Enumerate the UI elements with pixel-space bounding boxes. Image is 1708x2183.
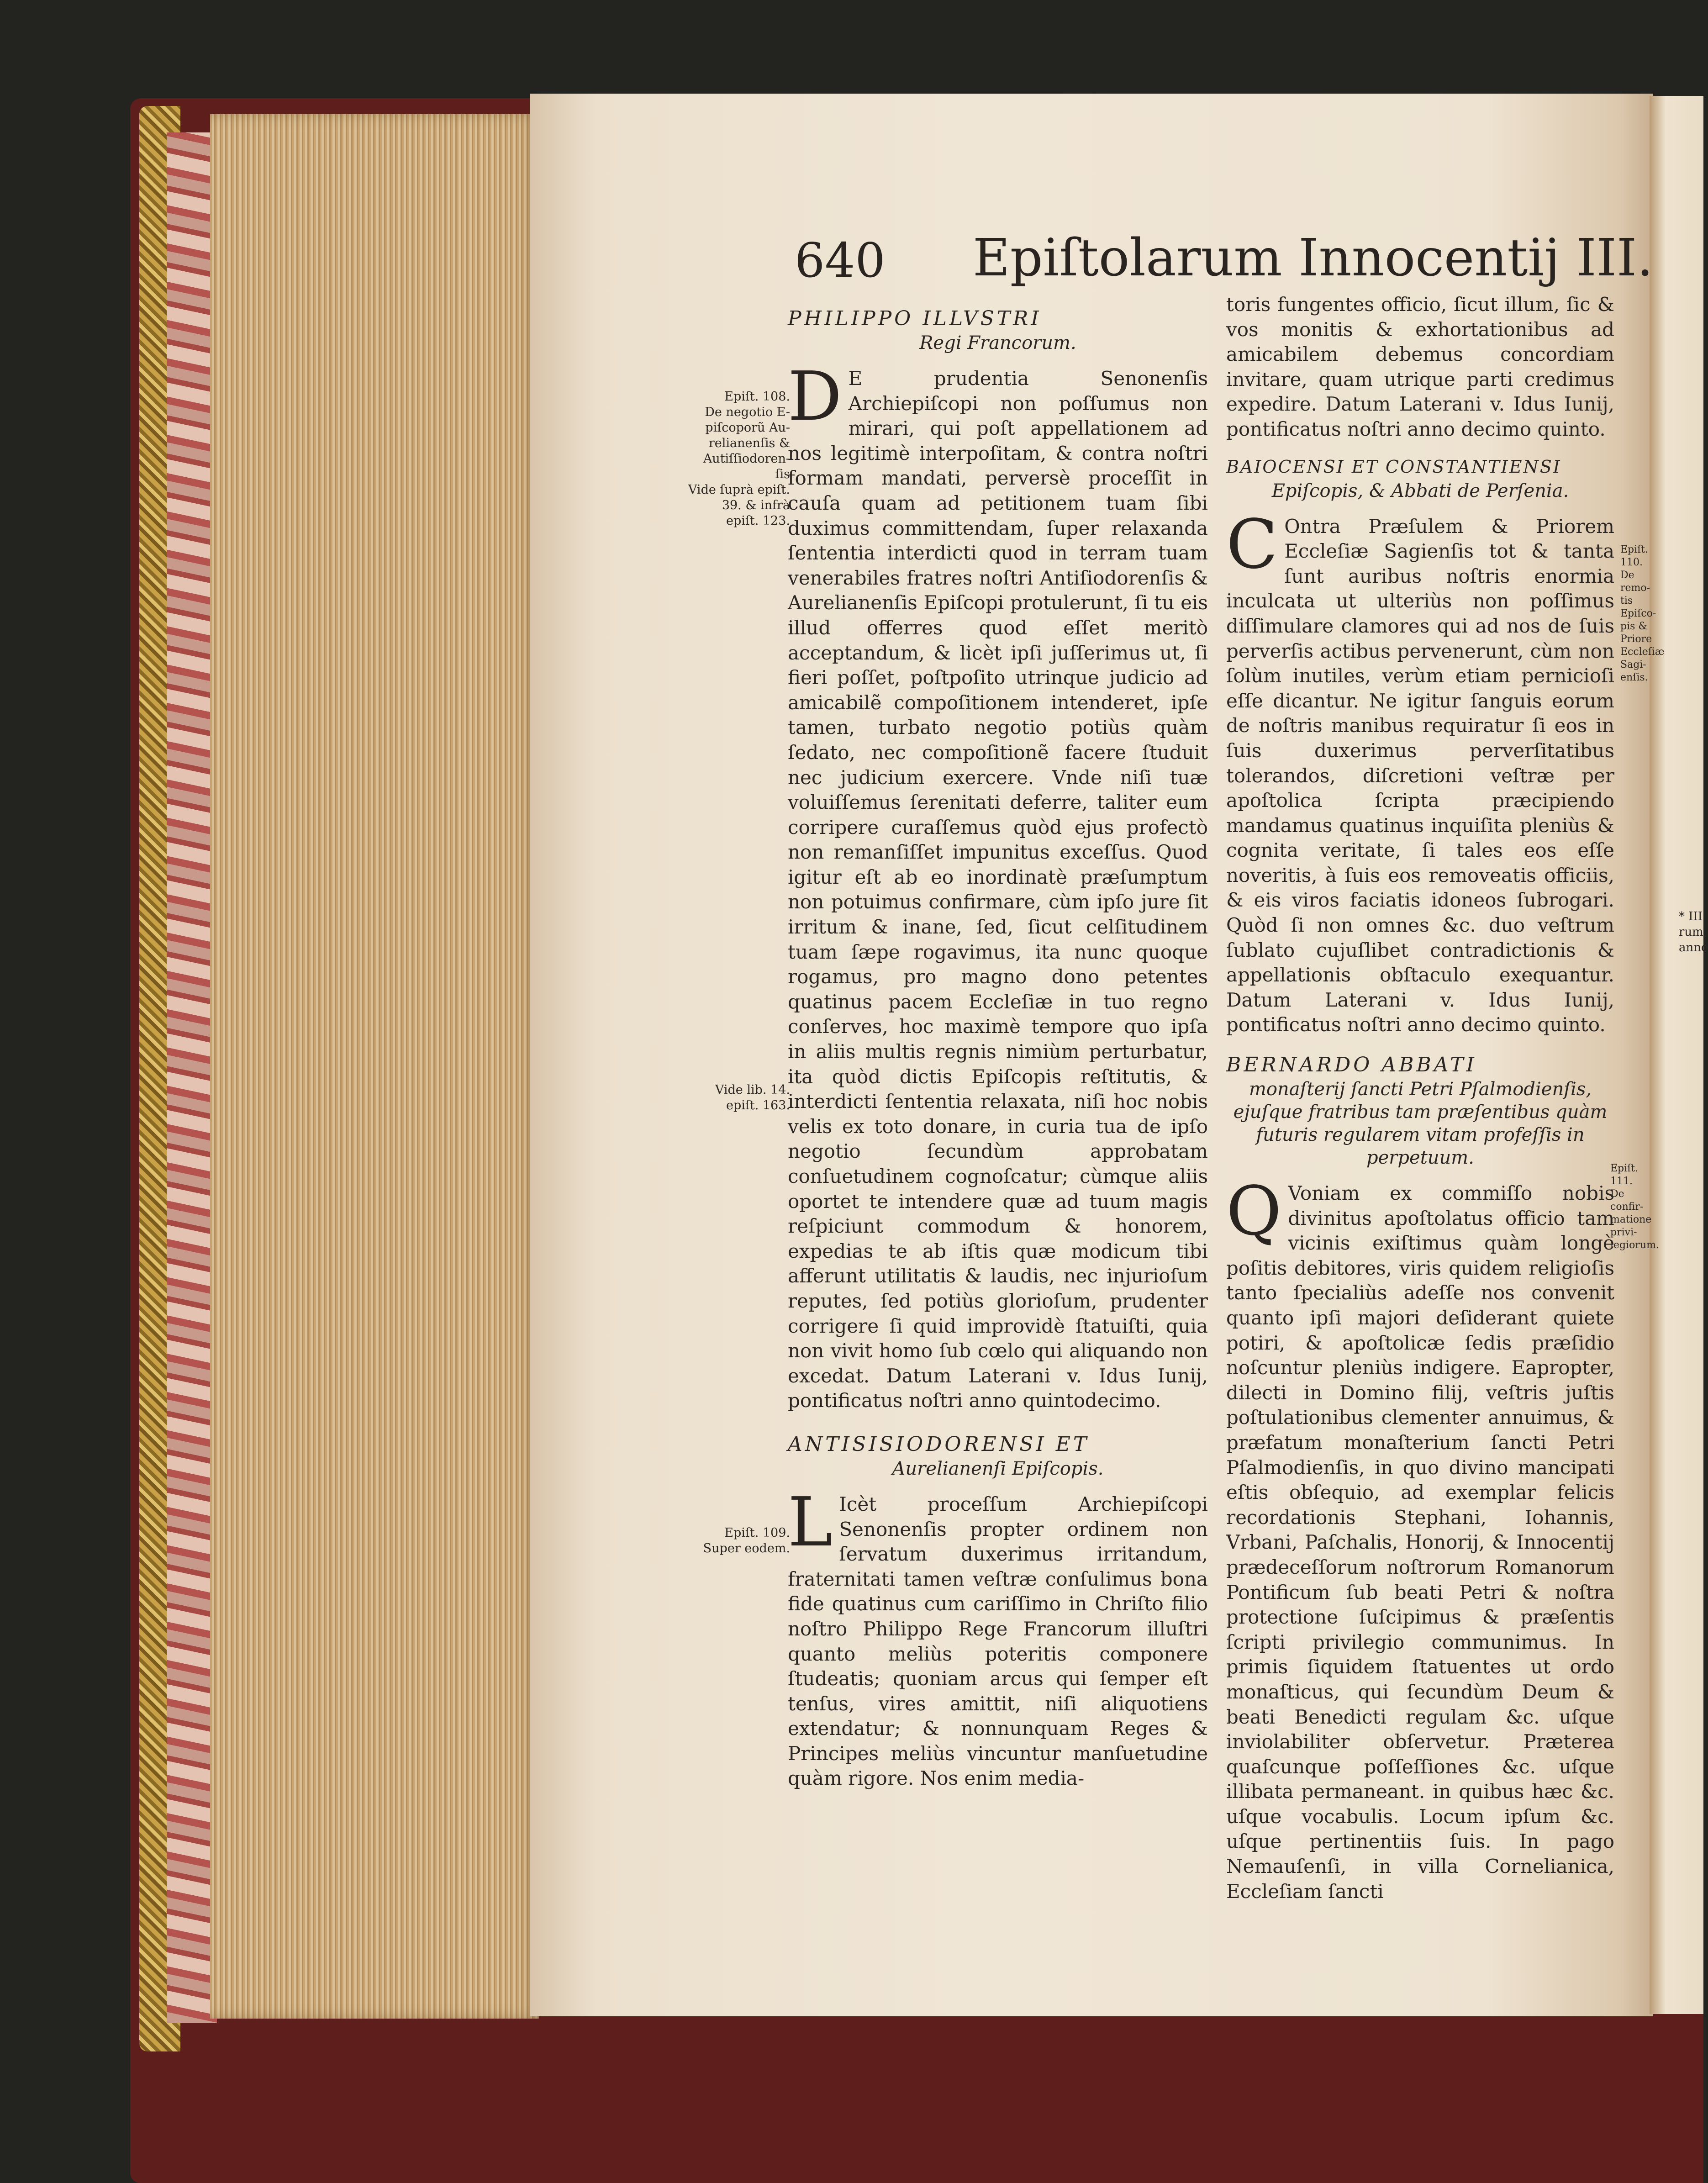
letter-3-heading: BAIOCENSI ET CONSTANTIENSI [1226, 456, 1561, 477]
letter-3-body [1226, 505, 1614, 1038]
margin-note-right-2: Epiſt. 111. De confir- matione privi- legiorum. [1610, 1163, 1659, 1251]
letter-3-subheading: Epiſcopis, & Abbati de Perſenia. [1271, 480, 1569, 501]
marbled-endpaper [167, 132, 217, 2023]
letter-4-heading: BERNARDO ABBATI [1226, 1053, 1477, 1077]
letter-3-initial: C [1226, 505, 1278, 584]
letter-1-subheading: Regi Francorum. [919, 332, 1076, 353]
next-page-margin-note: * III rum anne [1679, 910, 1708, 954]
right-continuation-text: toris fungentes officio, ſicut illum, ſic & vos monitis & exhortationibus ad amicabilem debemus concordiam invitare, quam utrique parti credimus expedire. Datum Laterani v. Idus Iunij, pontificatus noſtri anno decimo quinto. [1226, 293, 1614, 440]
letter-1-initial: D [788, 357, 842, 436]
letter-2-text: Icèt proceſſum Archiepiſcopi Senonenſis propter ordinem non ſervatum duxerimus irritandum, fraternitati tamen veſtræ conſulimus bona fide quatinus cum cariſſimo in Chriſto filio noſtro Philippo Rege Francorum illuſtri quanto meliùs poteritis componere ſtudeatis; quoniam arcus qui ſemper eſt tenſus, vires amittit, niſi aliquotiens extendatur; & nonnunquam Reges & Principes meliùs vincuntur manſuetudine quàm rigore. Nos enim media- [788, 1492, 1208, 1790]
letter-1-text: E prudentia Senonenſis Archiepiſcopi non poſſumus non mirari, qui poſt appellationem ad nos legitimè interpoſitam, & contra noſtri formam mandati, perversè proceſſit in cauſa quam ad petitionem tuam ſibi duximus committendam, ſuper relaxanda ſententia interdicti quod in terram tuam venerabiles fratres noſtri Antiſiodorenſis & Aurelianenſis Epiſcopi protulerunt, ſi tu eis illud offerres quod eſſet meritò acceptandum, & licèt ipſi juſſerimus ut, ſi fieri poſſet, poſtpoſito utrinque judicio ad amicabilẽ compoſitionem intenderet, ipſe tamen, turbato negotio potiùs quàm ſedato, nec compoſitionẽ facere ſtuduit nec judicium exercere. Vnde niſi tuæ voluiſſemus ſerenitati deferre, taliter eum corripere curaſſemus quòd ejus profectò non remanſiſſet impunitus exceſſus. Quod igitur eſt ab eo inordinatè præſumptum non potuimus confirmare, cùm ipſo jure ſit irritum & inane, ſed, ſicut celſitudinem tuam ſæpe rogavimus, ita nunc quoque rogamus, pro magno dono petentes quatinus pacem Eccleſiæ in tuo regno conſerves, hoc maximè tempore quo ipſa in aliis multis regnis nimiùm perturbatur, ita quòd dictis Epiſcopis reſtitutis, & interdicti ſententia relaxata, niſi hoc nobis velis ex toto donare, in curia tua de ipſo negotio ſecundùm approbatam conſuetudinem cognoſcatur; cùmque aliis oportet te intendere quæ ad tuum magis reſpiciunt commodum & honorem, expedias te ab iſtis quæ modicum tibi afferunt utilitatis & laudis, nec injurioſum reputes, ſed potiùs glorioſum, prudenter corrigere ſi quid improvidè ſtatuiſti, quia non vivit homo ſub cœlo qui aliquando non excedat. Datum Laterani v. Idus Iunij, pontificatus noſtri anno quintodecimo. [788, 367, 1208, 1412]
letter-4-body [1226, 1172, 1614, 1904]
margin-note-lib-14: Vide lib. 14. epiſt. 163. [715, 1083, 790, 1113]
page-number: 640 [795, 232, 886, 288]
next-page-edge [1650, 96, 1703, 2014]
page-block-edge [210, 114, 539, 2019]
letter-2-initial: L [788, 1482, 833, 1561]
right-column [1226, 292, 1614, 1904]
running-title: Epiſtolarum Innocentij III. [973, 228, 1653, 288]
margin-note-epist-108: Epiſt. 108. De negotio E- piſcoporũ Au- relianenſis & Autiſſiodoren- ſis Vide ſuprà epiſt. 39. & infrà epiſt. 123. [688, 390, 790, 528]
margin-note-epist-109: Epiſt. 109. Super eodem. [703, 1526, 790, 1556]
letter-1-body [788, 357, 1208, 1413]
letter-4-text: Voniam ex commiſſo nobis divinitus apoſtolatus officio tam vicinis exiſtimus quàm longè poſitis debitores, viris quidem religioſis tanto ſpecialiùs adeſſe nos convenit quanto ipſi majori deſiderant quiete potiri, & apoſtolicæ ſedis præſidio noſcuntur pleniùs indigere. Eapropter, dilecti in Domino filij, veſtris juſtis poſtulationibus clementer annuimus, & præfatum monaſterium ſancti Petri Pſalmodienſis, in quo divino mancipati eſtis obſequio, ad exemplar felicis recordationis Stephani, Iohannis, Vrbani, Paſchalis, Honorij, & Innocentij prædeceſſorum noſtrorum Romanorum Pontificum ſub beati Petri & noſtra protectione ſuſcipimus & præſentis ſcripti privilegio communimus. In primis ſiquidem ſtatuentes ut ordo monaſticus, qui ſecundùm Deum & beati Benedicti regulam &c. uſque inviolabiliter obſervetur. Præterea quaſcunque poſſeſſiones &c. uſque illibata permaneant. in quibus hæc &c. uſque vocabulis. Locum ipſum &c. uſque pertinentiis ſuis. In pago Nemauſenſi, in villa Cornelianica, Eccleſiam ſancti [1226, 1182, 1614, 1903]
letter-2-subheading: Aurelianenſi Epiſcopis. [892, 1458, 1104, 1479]
letter-3-text: Ontra Præſulem & Priorem Eccleſiæ Sagienſis tot & tanta ſunt auribus noſtris enormia inculcata ut ulteriùs non poſſimus diſſimulare clamores qui ad nos de ſuis perverſis actibus pervenerunt, cùm non ſolùm inutiles, verùm etiam pernicioſi eſſe dicantur. Ne igitur ſanguis eorum de noſtris manibus requiratur ſi eos in ſuis duxerimus perverſitatibus tolerandos, diſcretioni veſtræ per apoſtolica ſcripta præcipiendo mandamus quatinus inquiſita pleniùs & cognita veritate, ſi tales eos eſſe noveritis, à ſuis eos removeatis officiis, & eis viros faciatis idoneos ſubrogari. Quòd ſi non omnes &c. duo veſtrum ſublato cujuſlibet contradictionis & appellationis obſtaculo exequantur. Datum Laterani v. Idus Iunij, pontificatus noſtri anno decimo quinto. [1226, 515, 1614, 1036]
letter-4-initial: Q [1226, 1172, 1282, 1251]
letter-2-body [788, 1482, 1208, 1791]
margin-note-right-1: Epiſt. 110. De remo- tis Epiſco- pis & Priore Eccleſiæ Sagi- enſis. [1620, 544, 1665, 683]
left-column [788, 306, 1208, 1791]
letter-2-heading: ANTISISIODORENSI ET [788, 1432, 1090, 1456]
letter-1-heading: PHILIPPO ILLVSTRI [788, 307, 1042, 330]
letter-4-subheading: monaſterij ſancti Petri Pſalmodienſis, ejuſque fratribus tam præſentibus quàm futuris regularem vitam profeſſis in perpetuum. [1233, 1079, 1608, 1169]
